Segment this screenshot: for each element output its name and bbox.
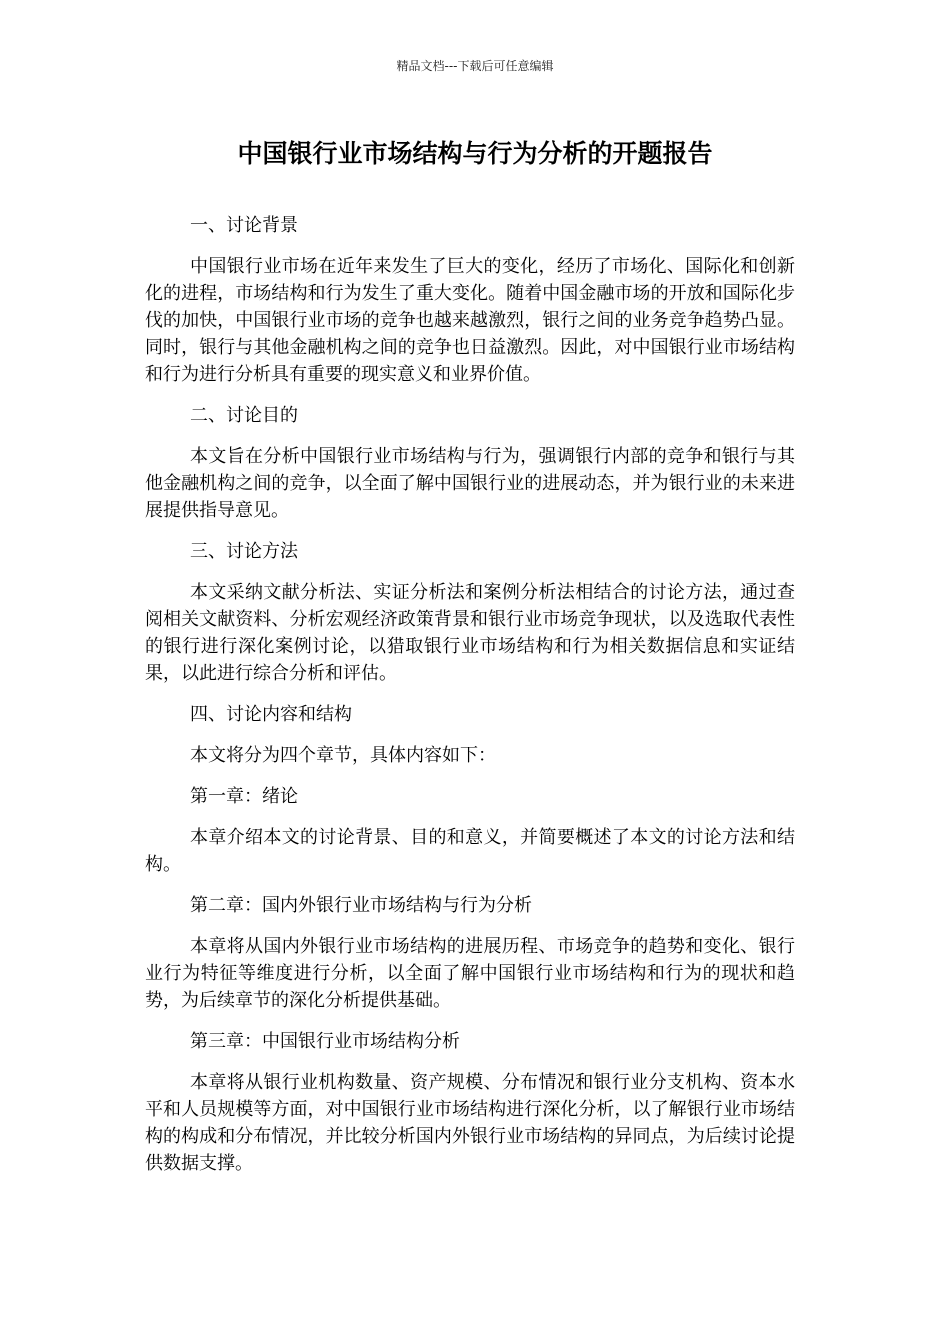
section-heading-background: 一、讨论背景 xyxy=(190,215,298,236)
paragraph-content-intro: 本文将分为四个章节，具体内容如下： xyxy=(190,745,496,766)
header-note: 精品文档---下载后可任意编辑 xyxy=(396,59,554,73)
paragraph-chapter-3: 本章将从银行业机构数量、资产规模、分布情况和银行业分支机构、资本水平和人员规模等方面，对中国银行业市场结构进行深化分析，以了解银行业市场结构的构成和分布情况，并比较分析国内外银行业市场结构的异同点，为后续讨论提供数据支撑。 xyxy=(145,1072,795,1174)
paragraph-purpose: 本文旨在分析中国银行业市场结构与行为，强调银行内部的竞争和银行与其他金融机构之间的竞争，以全面了解中国银行业的进展动态，并为银行业的未来进展提供指导意见。 xyxy=(145,446,795,521)
chapter-heading-1: 第一章：绪论 xyxy=(190,786,298,807)
chapter-heading-3: 第三章：中国银行业市场结构分析 xyxy=(190,1031,460,1052)
paragraph-chapter-2: 本章将从国内外银行业市场结构的进展历程、市场竞争的趋势和变化、银行业行为特征等维度进行分析，以全面了解中国银行业市场结构和行为的现状和趋势，为后续章节的深化分析提供基础。 xyxy=(145,936,795,1011)
paragraph-method: 本文采纳文献分析法、实证分析法和案例分析法相结合的讨论方法，通过查阅相关文献资料、分析宏观经济政策背景和银行业市场竞争现状，以及选取代表性的银行进行深化案例讨论，以猎取银行业市场结构和行为相关数据信息和实证结果，以此进行综合分析和评估。 xyxy=(145,582,795,684)
document-title: 中国银行业市场结构与行为分析的开题报告 xyxy=(237,139,713,168)
section-heading-method: 三、讨论方法 xyxy=(190,541,298,562)
section-heading-content: 四、讨论内容和结构 xyxy=(190,704,352,725)
section-heading-purpose: 二、讨论目的 xyxy=(190,405,298,426)
document-body xyxy=(145,212,795,1191)
chapter-heading-2: 第二章：国内外银行业市场结构与行为分析 xyxy=(190,895,532,916)
paragraph-background: 中国银行业市场在近年来发生了巨大的变化，经历了市场化、国际化和创新化的进程，市场结构和行为发生了重大变化。随着中国金融市场的开放和国际化步伐的加快，中国银行业市场的竞争也越来越激烈，银行之间的业务竞争趋势凸显。同时，银行与其他金融机构之间的竞争也日益激烈。因此，对中国银行业市场结构和行为进行分析具有重要的现实意义和业界价值。 xyxy=(145,256,795,385)
paragraph-chapter-1: 本章介绍本文的讨论背景、目的和意义，并简要概述了本文的讨论方法和结构。 xyxy=(145,827,795,875)
